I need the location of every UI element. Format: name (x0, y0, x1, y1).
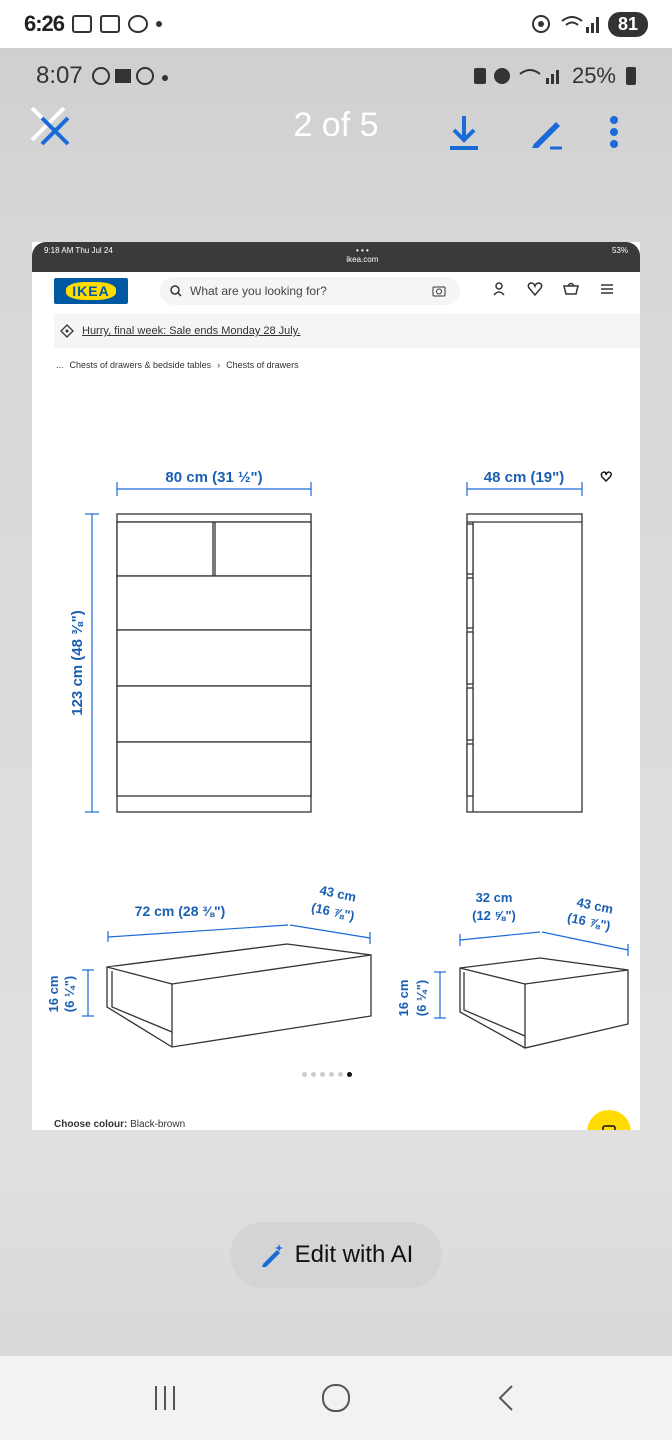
screenshot-status-icons (472, 66, 562, 86)
big-drawer-depth-label-1: 43 cm (318, 882, 358, 905)
status-app-icons (91, 66, 171, 86)
cabinet-side-drawing (467, 514, 582, 812)
more-options-icon[interactable] (594, 112, 634, 152)
hotspot-icon (530, 13, 552, 35)
battery-icon (626, 67, 636, 85)
tablet-battery: 53% (611, 246, 628, 255)
chat-icon (601, 1124, 617, 1130)
height-dimension (85, 514, 99, 812)
small-drawer-height-dimension (434, 972, 446, 1018)
tablet-time: 9:18 AM Thu Jul 24 (44, 246, 113, 255)
back-icon (492, 1383, 522, 1413)
recent-apps-button[interactable] (145, 1378, 185, 1418)
status-time: 6:26 (24, 11, 65, 36)
small-drawer-height-label-1: 16 cm (396, 979, 411, 1017)
download-icon[interactable] (444, 112, 484, 152)
ai-pen-icon (259, 1242, 285, 1268)
system-navigation-bar (0, 1356, 672, 1440)
colour-chooser-label (54, 1119, 185, 1130)
viewer-toolbar (0, 104, 672, 164)
screenshot-status-bar (0, 48, 672, 104)
dimension-drawings (32, 242, 640, 1130)
more-notifications-icon (156, 21, 162, 27)
small-drawer-height-label-2: (6 ¼") (414, 979, 429, 1017)
system-status-bar (0, 0, 672, 48)
small-drawer-width-label-2: (12 ⅝") (472, 908, 516, 923)
mail-icon (100, 15, 120, 33)
big-drawer-width-dimension (108, 925, 288, 942)
home-button[interactable] (316, 1378, 356, 1418)
app-icon (128, 15, 148, 33)
sale-text: Hurry, final week: Sale ends Monday 28 July. (82, 325, 301, 337)
small-drawer-width-dimension (460, 932, 540, 946)
battery-indicator: 81 (608, 12, 648, 37)
wifi-signal-icon (560, 13, 600, 35)
height-label: 123 cm (48 ⅜") (69, 610, 86, 716)
big-drawer-height-dimension (82, 970, 94, 1016)
edit-pen-icon[interactable] (526, 112, 566, 152)
favourite-heart-icon[interactable] (601, 472, 611, 481)
small-drawer-width-label-1: 32 cm (475, 890, 513, 905)
big-drawer-depth-label-2: (16 ⅞") (309, 899, 356, 924)
tablet-dots: • • • (355, 246, 369, 255)
carousel-dots[interactable] (302, 1072, 352, 1077)
side-depth-label: 48 cm (19") (483, 469, 565, 486)
big-drawer-drawing (107, 944, 371, 1047)
breadcrumb-item[interactable]: Chests of drawers (226, 360, 299, 370)
edit-with-ai-label: Edit with AI (294, 1241, 414, 1268)
colour-value: Black-brown (130, 1119, 186, 1130)
back-button[interactable] (487, 1378, 527, 1418)
recents-icon (150, 1383, 180, 1413)
cabinet-front-drawing (117, 514, 311, 812)
carousel-dot[interactable] (338, 1072, 343, 1077)
small-drawer-drawing (460, 958, 628, 1048)
colour-label: Choose colour: (54, 1119, 128, 1130)
home-icon (319, 1381, 353, 1415)
breadcrumb-item[interactable]: Chests of drawers & bedside tables (69, 360, 212, 370)
ikea-logo[interactable]: IKEA (54, 278, 128, 304)
notification-icon (72, 15, 92, 33)
tablet-url: ikea.com (346, 255, 379, 264)
screenshot-image (32, 242, 640, 1130)
big-drawer-height-label-2: (6 ¼") (62, 975, 77, 1013)
image-counter: 2 of 5 (293, 106, 379, 144)
front-width-label: 80 cm (31 ½") (165, 469, 263, 486)
carousel-dot[interactable] (329, 1072, 334, 1077)
big-drawer-height-label-1: 16 cm (46, 975, 61, 1013)
edit-with-ai-button[interactable] (230, 1222, 442, 1288)
carousel-dot[interactable] (320, 1072, 325, 1077)
carousel-dot[interactable] (347, 1072, 352, 1077)
breadcrumb-prefix: ... (56, 360, 64, 370)
small-drawer-depth-label-2: (16 ⅞") (565, 909, 612, 934)
big-drawer-width-label: 72 cm (28 ⅜") (134, 903, 226, 919)
screenshot-battery: 25% (571, 63, 616, 88)
carousel-dot[interactable] (302, 1072, 307, 1077)
screenshot-status-time: 8:07 (36, 62, 83, 89)
search-placeholder: What are you looking for? (190, 284, 327, 298)
small-drawer-depth-dimension (542, 932, 628, 956)
big-drawer-depth-dimension (290, 925, 370, 944)
small-drawer-depth-label-1: 43 cm (575, 894, 615, 917)
breadcrumb-separator: › (217, 360, 221, 370)
carousel-dot[interactable] (311, 1072, 316, 1077)
